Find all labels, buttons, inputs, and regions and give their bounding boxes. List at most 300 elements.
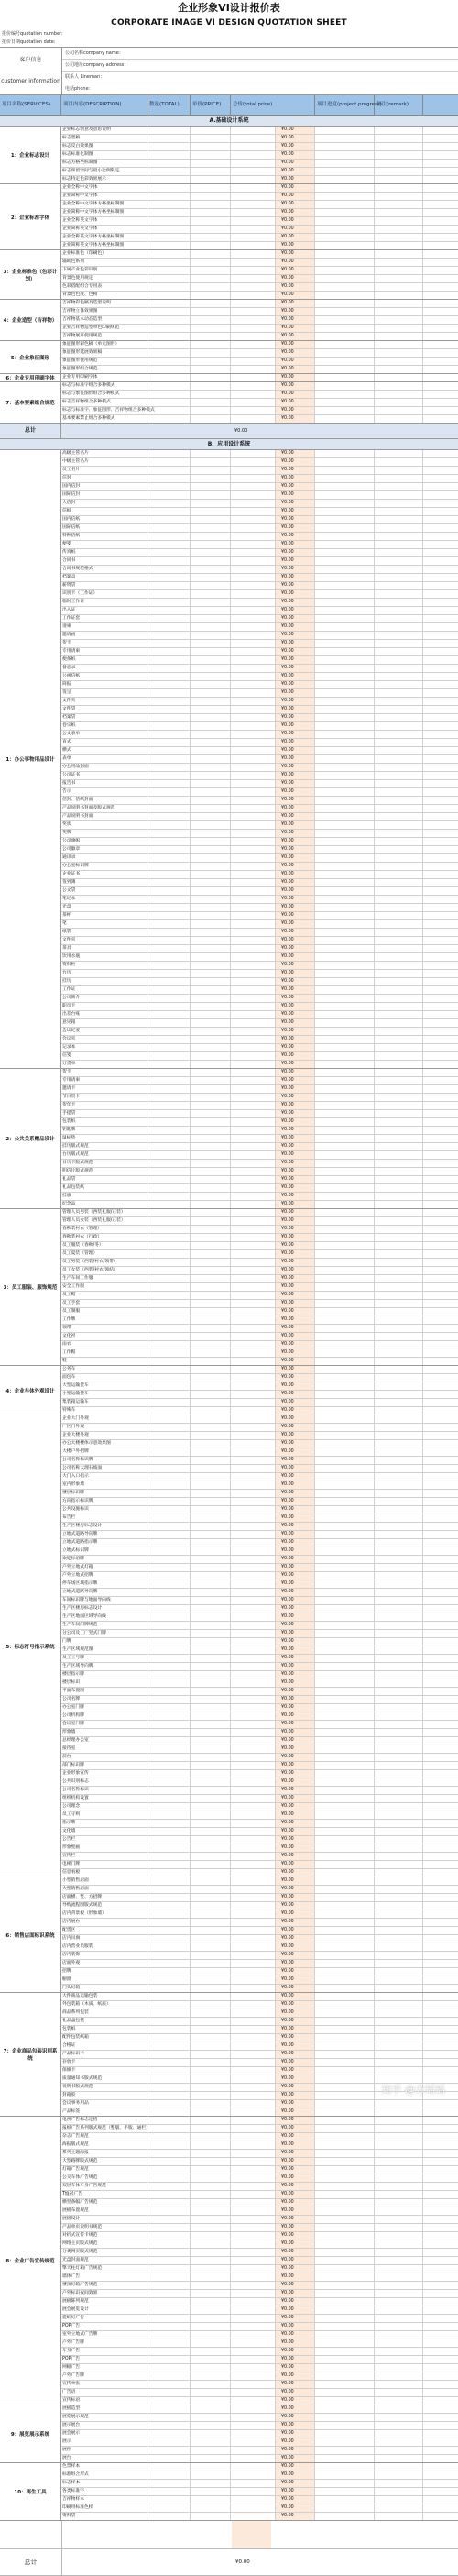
price-cell[interactable] [191, 1704, 231, 1712]
progress-cell[interactable] [315, 1861, 375, 1868]
quantity-cell[interactable] [147, 2323, 191, 2330]
quantity-cell[interactable] [147, 1564, 191, 1571]
progress-cell[interactable] [315, 549, 375, 556]
price-cell[interactable] [191, 1556, 231, 1563]
price-cell[interactable] [191, 607, 231, 614]
price-cell[interactable] [191, 2422, 231, 2429]
remark-cell[interactable] [375, 2125, 423, 2132]
quantity-cell[interactable] [147, 127, 191, 134]
remark-cell[interactable] [375, 2480, 423, 2487]
price-cell[interactable] [191, 127, 231, 134]
price-cell[interactable] [191, 275, 231, 282]
progress-cell[interactable] [315, 1745, 375, 1753]
remark-cell[interactable] [375, 349, 423, 357]
progress-cell[interactable] [315, 1118, 375, 1126]
progress-cell[interactable] [315, 2389, 375, 2396]
progress-cell[interactable] [315, 1308, 375, 1316]
progress-cell[interactable] [315, 582, 375, 589]
remark-cell[interactable] [375, 308, 423, 315]
remark-cell[interactable] [375, 500, 423, 507]
progress-cell[interactable] [315, 1902, 375, 1910]
remark-cell[interactable] [375, 2249, 423, 2256]
remark-cell[interactable] [375, 1597, 423, 1604]
quantity-cell[interactable] [147, 1036, 191, 1043]
price-cell[interactable] [191, 2372, 231, 2380]
progress-cell[interactable] [315, 846, 375, 853]
remark-cell[interactable] [375, 962, 423, 969]
price-cell[interactable] [191, 1481, 231, 1489]
progress-cell[interactable] [315, 2463, 375, 2471]
quantity-cell[interactable] [147, 1275, 191, 1282]
price-cell[interactable] [191, 1721, 231, 1728]
remark-cell[interactable] [375, 2438, 423, 2446]
progress-cell[interactable] [315, 1968, 375, 1976]
remark-cell[interactable] [375, 1184, 423, 1192]
quantity-cell[interactable] [147, 1481, 191, 1489]
progress-cell[interactable] [315, 854, 375, 862]
remark-cell[interactable] [375, 1993, 423, 2000]
price-cell[interactable] [191, 1787, 231, 1794]
quantity-cell[interactable] [147, 2183, 191, 2190]
progress-cell[interactable] [315, 491, 375, 499]
remark-cell[interactable] [375, 2166, 423, 2174]
remark-cell[interactable] [375, 366, 423, 373]
remark-cell[interactable] [375, 887, 423, 895]
remark-cell[interactable] [375, 615, 423, 622]
remark-cell[interactable] [375, 714, 423, 721]
quantity-cell[interactable] [147, 2174, 191, 2182]
progress-cell[interactable] [315, 2290, 375, 2297]
price-cell[interactable] [191, 1696, 231, 1703]
quantity-cell[interactable] [147, 2100, 191, 2108]
progress-cell[interactable] [315, 1151, 375, 1159]
remark-cell[interactable] [375, 407, 423, 414]
price-cell[interactable] [191, 714, 231, 721]
remark-cell[interactable] [375, 2504, 423, 2512]
quantity-cell[interactable] [147, 1778, 191, 1786]
remark-cell[interactable] [375, 2265, 423, 2273]
price-cell[interactable] [191, 2166, 231, 2174]
progress-cell[interactable] [315, 283, 375, 291]
price-cell[interactable] [191, 1028, 231, 1035]
remark-cell[interactable] [375, 1448, 423, 1456]
remark-cell[interactable] [375, 1589, 423, 1596]
price-cell[interactable] [191, 541, 231, 548]
quantity-cell[interactable] [147, 896, 191, 903]
progress-cell[interactable] [315, 2100, 375, 2108]
price-cell[interactable] [191, 193, 231, 200]
price-cell[interactable] [191, 2092, 231, 2099]
progress-cell[interactable] [315, 557, 375, 565]
price-cell[interactable] [191, 450, 231, 457]
quantity-cell[interactable] [147, 1176, 191, 1183]
price-cell[interactable] [191, 1341, 231, 1349]
remark-cell[interactable] [375, 2009, 423, 2017]
price-cell[interactable] [191, 1118, 231, 1126]
price-cell[interactable] [191, 135, 231, 142]
quantity-cell[interactable] [147, 1316, 191, 1324]
remark-cell[interactable] [375, 2463, 423, 2471]
progress-cell[interactable] [315, 2315, 375, 2322]
price-cell[interactable] [191, 1176, 231, 1183]
quantity-cell[interactable] [147, 1052, 191, 1060]
quantity-cell[interactable] [147, 1003, 191, 1010]
remark-cell[interactable] [375, 1193, 423, 1200]
quantity-cell[interactable] [147, 283, 191, 291]
progress-cell[interactable] [315, 1877, 375, 1885]
price-cell[interactable] [191, 1836, 231, 1844]
price-cell[interactable] [191, 143, 231, 150]
remark-cell[interactable] [375, 854, 423, 862]
remark-cell[interactable] [375, 1424, 423, 1431]
quantity-cell[interactable] [147, 1333, 191, 1340]
remark-cell[interactable] [375, 1061, 423, 1068]
price-cell[interactable] [191, 2257, 231, 2264]
quantity-cell[interactable] [147, 1407, 191, 1415]
quantity-cell[interactable] [147, 316, 191, 324]
progress-cell[interactable] [315, 1820, 375, 1827]
progress-cell[interactable] [315, 1539, 375, 1547]
price-cell[interactable] [191, 838, 231, 845]
price-cell[interactable] [191, 358, 231, 365]
progress-cell[interactable] [315, 2117, 375, 2124]
price-cell[interactable] [191, 2463, 231, 2471]
quantity-cell[interactable] [147, 665, 191, 672]
price-cell[interactable] [191, 2051, 231, 2058]
price-cell[interactable] [191, 1094, 231, 1101]
remark-cell[interactable] [375, 300, 423, 307]
progress-cell[interactable] [315, 516, 375, 523]
progress-cell[interactable] [315, 1523, 375, 1530]
progress-cell[interactable] [315, 1003, 375, 1010]
quantity-cell[interactable] [147, 2257, 191, 2264]
remark-cell[interactable] [375, 1655, 423, 1662]
progress-cell[interactable] [315, 2405, 375, 2413]
remark-cell[interactable] [375, 1341, 423, 1349]
quantity-cell[interactable] [147, 722, 191, 730]
progress-cell[interactable] [315, 450, 375, 457]
price-cell[interactable] [191, 805, 231, 812]
price-cell[interactable] [191, 508, 231, 515]
price-cell[interactable] [191, 2216, 231, 2223]
quantity-cell[interactable] [147, 772, 191, 779]
remark-cell[interactable] [375, 2315, 423, 2322]
progress-cell[interactable] [315, 2224, 375, 2231]
quantity-cell[interactable] [147, 1415, 191, 1423]
remark-cell[interactable] [375, 160, 423, 167]
remark-cell[interactable] [375, 242, 423, 249]
remark-cell[interactable] [375, 143, 423, 150]
price-cell[interactable] [191, 2471, 231, 2479]
quantity-cell[interactable] [147, 2001, 191, 2009]
progress-cell[interactable] [315, 2381, 375, 2388]
remark-cell[interactable] [375, 1605, 423, 1613]
progress-cell[interactable] [315, 415, 375, 423]
price-cell[interactable] [191, 755, 231, 763]
remark-cell[interactable] [375, 516, 423, 523]
price-cell[interactable] [191, 1168, 231, 1175]
progress-cell[interactable] [315, 2348, 375, 2355]
quantity-cell[interactable] [147, 920, 191, 928]
progress-cell[interactable] [315, 566, 375, 573]
progress-cell[interactable] [315, 821, 375, 829]
progress-cell[interactable] [315, 755, 375, 763]
quantity-cell[interactable] [147, 706, 191, 713]
price-cell[interactable] [191, 1085, 231, 1093]
progress-cell[interactable] [315, 1737, 375, 1745]
remark-cell[interactable] [375, 1828, 423, 1835]
progress-cell[interactable] [315, 1943, 375, 1951]
progress-cell[interactable] [315, 1985, 375, 1992]
quantity-cell[interactable] [147, 1712, 191, 1720]
progress-cell[interactable] [315, 599, 375, 606]
remark-cell[interactable] [375, 1267, 423, 1274]
remark-cell[interactable] [375, 1250, 423, 1258]
remark-cell[interactable] [375, 2001, 423, 2009]
remark-cell[interactable] [375, 772, 423, 779]
progress-cell[interactable] [315, 772, 375, 779]
progress-cell[interactable] [315, 2273, 375, 2281]
quantity-cell[interactable] [147, 2240, 191, 2248]
price-cell[interactable] [191, 234, 231, 241]
price-cell[interactable] [191, 2323, 231, 2330]
progress-cell[interactable] [315, 1787, 375, 1794]
remark-cell[interactable] [375, 2471, 423, 2479]
quantity-cell[interactable] [147, 2133, 191, 2141]
quantity-cell[interactable] [147, 2265, 191, 2273]
quantity-cell[interactable] [147, 805, 191, 812]
price-cell[interactable] [191, 830, 231, 837]
quantity-cell[interactable] [147, 483, 191, 490]
progress-cell[interactable] [315, 1729, 375, 1736]
price-cell[interactable] [191, 2075, 231, 2083]
quantity-cell[interactable] [147, 1754, 191, 1761]
quantity-cell[interactable] [147, 2018, 191, 2025]
remark-cell[interactable] [375, 1275, 423, 1282]
remark-cell[interactable] [375, 2422, 423, 2429]
progress-cell[interactable] [315, 151, 375, 159]
quantity-cell[interactable] [147, 209, 191, 216]
progress-cell[interactable] [315, 1052, 375, 1060]
progress-cell[interactable] [315, 1209, 375, 1216]
price-cell[interactable] [191, 863, 231, 870]
price-cell[interactable] [191, 1663, 231, 1670]
quantity-cell[interactable] [147, 366, 191, 373]
remark-cell[interactable] [375, 995, 423, 1002]
price-cell[interactable] [191, 2001, 231, 2009]
progress-cell[interactable] [315, 2372, 375, 2380]
price-cell[interactable] [191, 1646, 231, 1654]
progress-cell[interactable] [315, 475, 375, 482]
price-cell[interactable] [191, 1737, 231, 1745]
quantity-cell[interactable] [147, 2092, 191, 2099]
remark-cell[interactable] [375, 341, 423, 348]
quantity-cell[interactable] [147, 2075, 191, 2083]
progress-cell[interactable] [315, 1754, 375, 1761]
quantity-cell[interactable] [147, 1366, 191, 1373]
remark-cell[interactable] [375, 1151, 423, 1159]
progress-cell[interactable] [315, 1127, 375, 1134]
remark-cell[interactable] [375, 1168, 423, 1175]
remark-cell[interactable] [375, 2298, 423, 2306]
progress-cell[interactable] [315, 1498, 375, 1505]
remark-cell[interactable] [375, 2117, 423, 2124]
quantity-cell[interactable] [147, 349, 191, 357]
progress-cell[interactable] [315, 1935, 375, 1943]
price-cell[interactable] [191, 1902, 231, 1910]
price-cell[interactable] [191, 1861, 231, 1868]
remark-cell[interactable] [375, 1242, 423, 1249]
quantity-cell[interactable] [147, 1820, 191, 1827]
quantity-cell[interactable] [147, 2191, 191, 2198]
progress-cell[interactable] [315, 1811, 375, 1819]
progress-cell[interactable] [315, 904, 375, 911]
price-cell[interactable] [191, 2191, 231, 2198]
price-cell[interactable] [191, 533, 231, 540]
progress-cell[interactable] [315, 1168, 375, 1175]
price-cell[interactable] [191, 226, 231, 233]
progress-cell[interactable] [315, 2513, 375, 2520]
quantity-cell[interactable] [147, 1259, 191, 1266]
quantity-cell[interactable] [147, 739, 191, 746]
remark-cell[interactable] [375, 863, 423, 870]
quantity-cell[interactable] [147, 491, 191, 499]
quantity-cell[interactable] [147, 2282, 191, 2289]
progress-cell[interactable] [315, 1176, 375, 1183]
progress-cell[interactable] [315, 250, 375, 258]
remark-cell[interactable] [375, 937, 423, 944]
quantity-cell[interactable] [147, 821, 191, 829]
remark-cell[interactable] [375, 821, 423, 829]
progress-cell[interactable] [315, 1316, 375, 1324]
remark-cell[interactable] [375, 491, 423, 499]
quantity-cell[interactable] [147, 1325, 191, 1332]
quantity-cell[interactable] [147, 1787, 191, 1794]
price-cell[interactable] [191, 1234, 231, 1241]
progress-cell[interactable] [315, 1292, 375, 1299]
price-cell[interactable] [191, 1143, 231, 1150]
remark-cell[interactable] [375, 764, 423, 771]
remark-cell[interactable] [375, 673, 423, 680]
quantity-cell[interactable] [147, 1300, 191, 1307]
price-cell[interactable] [191, 1490, 231, 1497]
quantity-cell[interactable] [147, 2150, 191, 2157]
progress-cell[interactable] [315, 2191, 375, 2198]
quantity-cell[interactable] [147, 698, 191, 705]
quantity-cell[interactable] [147, 1226, 191, 1233]
progress-cell[interactable] [315, 2141, 375, 2149]
quantity-cell[interactable] [147, 2488, 191, 2495]
progress-cell[interactable] [315, 871, 375, 878]
remark-cell[interactable] [375, 483, 423, 490]
remark-cell[interactable] [375, 912, 423, 919]
quantity-cell[interactable] [147, 1696, 191, 1703]
quantity-cell[interactable] [147, 176, 191, 183]
price-cell[interactable] [191, 1605, 231, 1613]
progress-cell[interactable] [315, 2207, 375, 2215]
price-cell[interactable] [191, 1630, 231, 1637]
progress-cell[interactable] [315, 217, 375, 225]
quantity-cell[interactable] [147, 1465, 191, 1472]
quantity-cell[interactable] [147, 1506, 191, 1514]
remark-cell[interactable] [375, 805, 423, 812]
remark-cell[interactable] [375, 1886, 423, 1893]
quantity-cell[interactable] [147, 1803, 191, 1811]
quantity-cell[interactable] [147, 1011, 191, 1018]
quantity-cell[interactable] [147, 2348, 191, 2355]
progress-cell[interactable] [315, 184, 375, 192]
remark-cell[interactable] [375, 1127, 423, 1134]
remark-cell[interactable] [375, 1795, 423, 1802]
remark-cell[interactable] [375, 1234, 423, 1241]
progress-cell[interactable] [315, 349, 375, 357]
quantity-cell[interactable] [147, 599, 191, 606]
remark-cell[interactable] [375, 325, 423, 332]
quantity-cell[interactable] [147, 1844, 191, 1852]
quantity-cell[interactable] [147, 953, 191, 961]
progress-cell[interactable] [315, 1069, 375, 1076]
remark-cell[interactable] [375, 1300, 423, 1307]
remark-cell[interactable] [375, 1490, 423, 1497]
progress-cell[interactable] [315, 1217, 375, 1225]
progress-cell[interactable] [315, 1671, 375, 1679]
progress-cell[interactable] [315, 242, 375, 249]
quantity-cell[interactable] [147, 1448, 191, 1456]
remark-cell[interactable] [375, 467, 423, 474]
progress-cell[interactable] [315, 1721, 375, 1728]
price-cell[interactable] [191, 201, 231, 208]
price-cell[interactable] [191, 739, 231, 746]
quantity-cell[interactable] [147, 1292, 191, 1299]
price-cell[interactable] [191, 937, 231, 944]
price-cell[interactable] [191, 1209, 231, 1216]
progress-cell[interactable] [315, 2306, 375, 2314]
price-cell[interactable] [191, 1077, 231, 1084]
price-cell[interactable] [191, 788, 231, 796]
remark-cell[interactable] [375, 1498, 423, 1505]
price-cell[interactable] [191, 722, 231, 730]
price-cell[interactable] [191, 1308, 231, 1316]
progress-cell[interactable] [315, 2034, 375, 2042]
quantity-cell[interactable] [147, 615, 191, 622]
remark-cell[interactable] [375, 1316, 423, 1324]
progress-cell[interactable] [315, 838, 375, 845]
price-cell[interactable] [191, 1061, 231, 1068]
quantity-cell[interactable] [147, 937, 191, 944]
price-cell[interactable] [191, 1671, 231, 1679]
remark-cell[interactable] [375, 1861, 423, 1868]
progress-cell[interactable] [315, 970, 375, 977]
quantity-cell[interactable] [147, 797, 191, 804]
price-cell[interactable] [191, 1259, 231, 1266]
remark-cell[interactable] [375, 747, 423, 754]
progress-cell[interactable] [315, 1655, 375, 1662]
progress-cell[interactable] [315, 1110, 375, 1117]
quantity-cell[interactable] [147, 871, 191, 878]
remark-cell[interactable] [375, 1778, 423, 1786]
remark-cell[interactable] [375, 970, 423, 977]
price-cell[interactable] [191, 1985, 231, 1992]
price-cell[interactable] [191, 2240, 231, 2248]
price-cell[interactable] [191, 1853, 231, 1860]
progress-cell[interactable] [315, 1242, 375, 1249]
quantity-cell[interactable] [147, 500, 191, 507]
progress-cell[interactable] [315, 1547, 375, 1555]
remark-cell[interactable] [375, 1762, 423, 1769]
remark-cell[interactable] [375, 2042, 423, 2050]
remark-cell[interactable] [375, 1036, 423, 1043]
remark-cell[interactable] [375, 1960, 423, 1967]
